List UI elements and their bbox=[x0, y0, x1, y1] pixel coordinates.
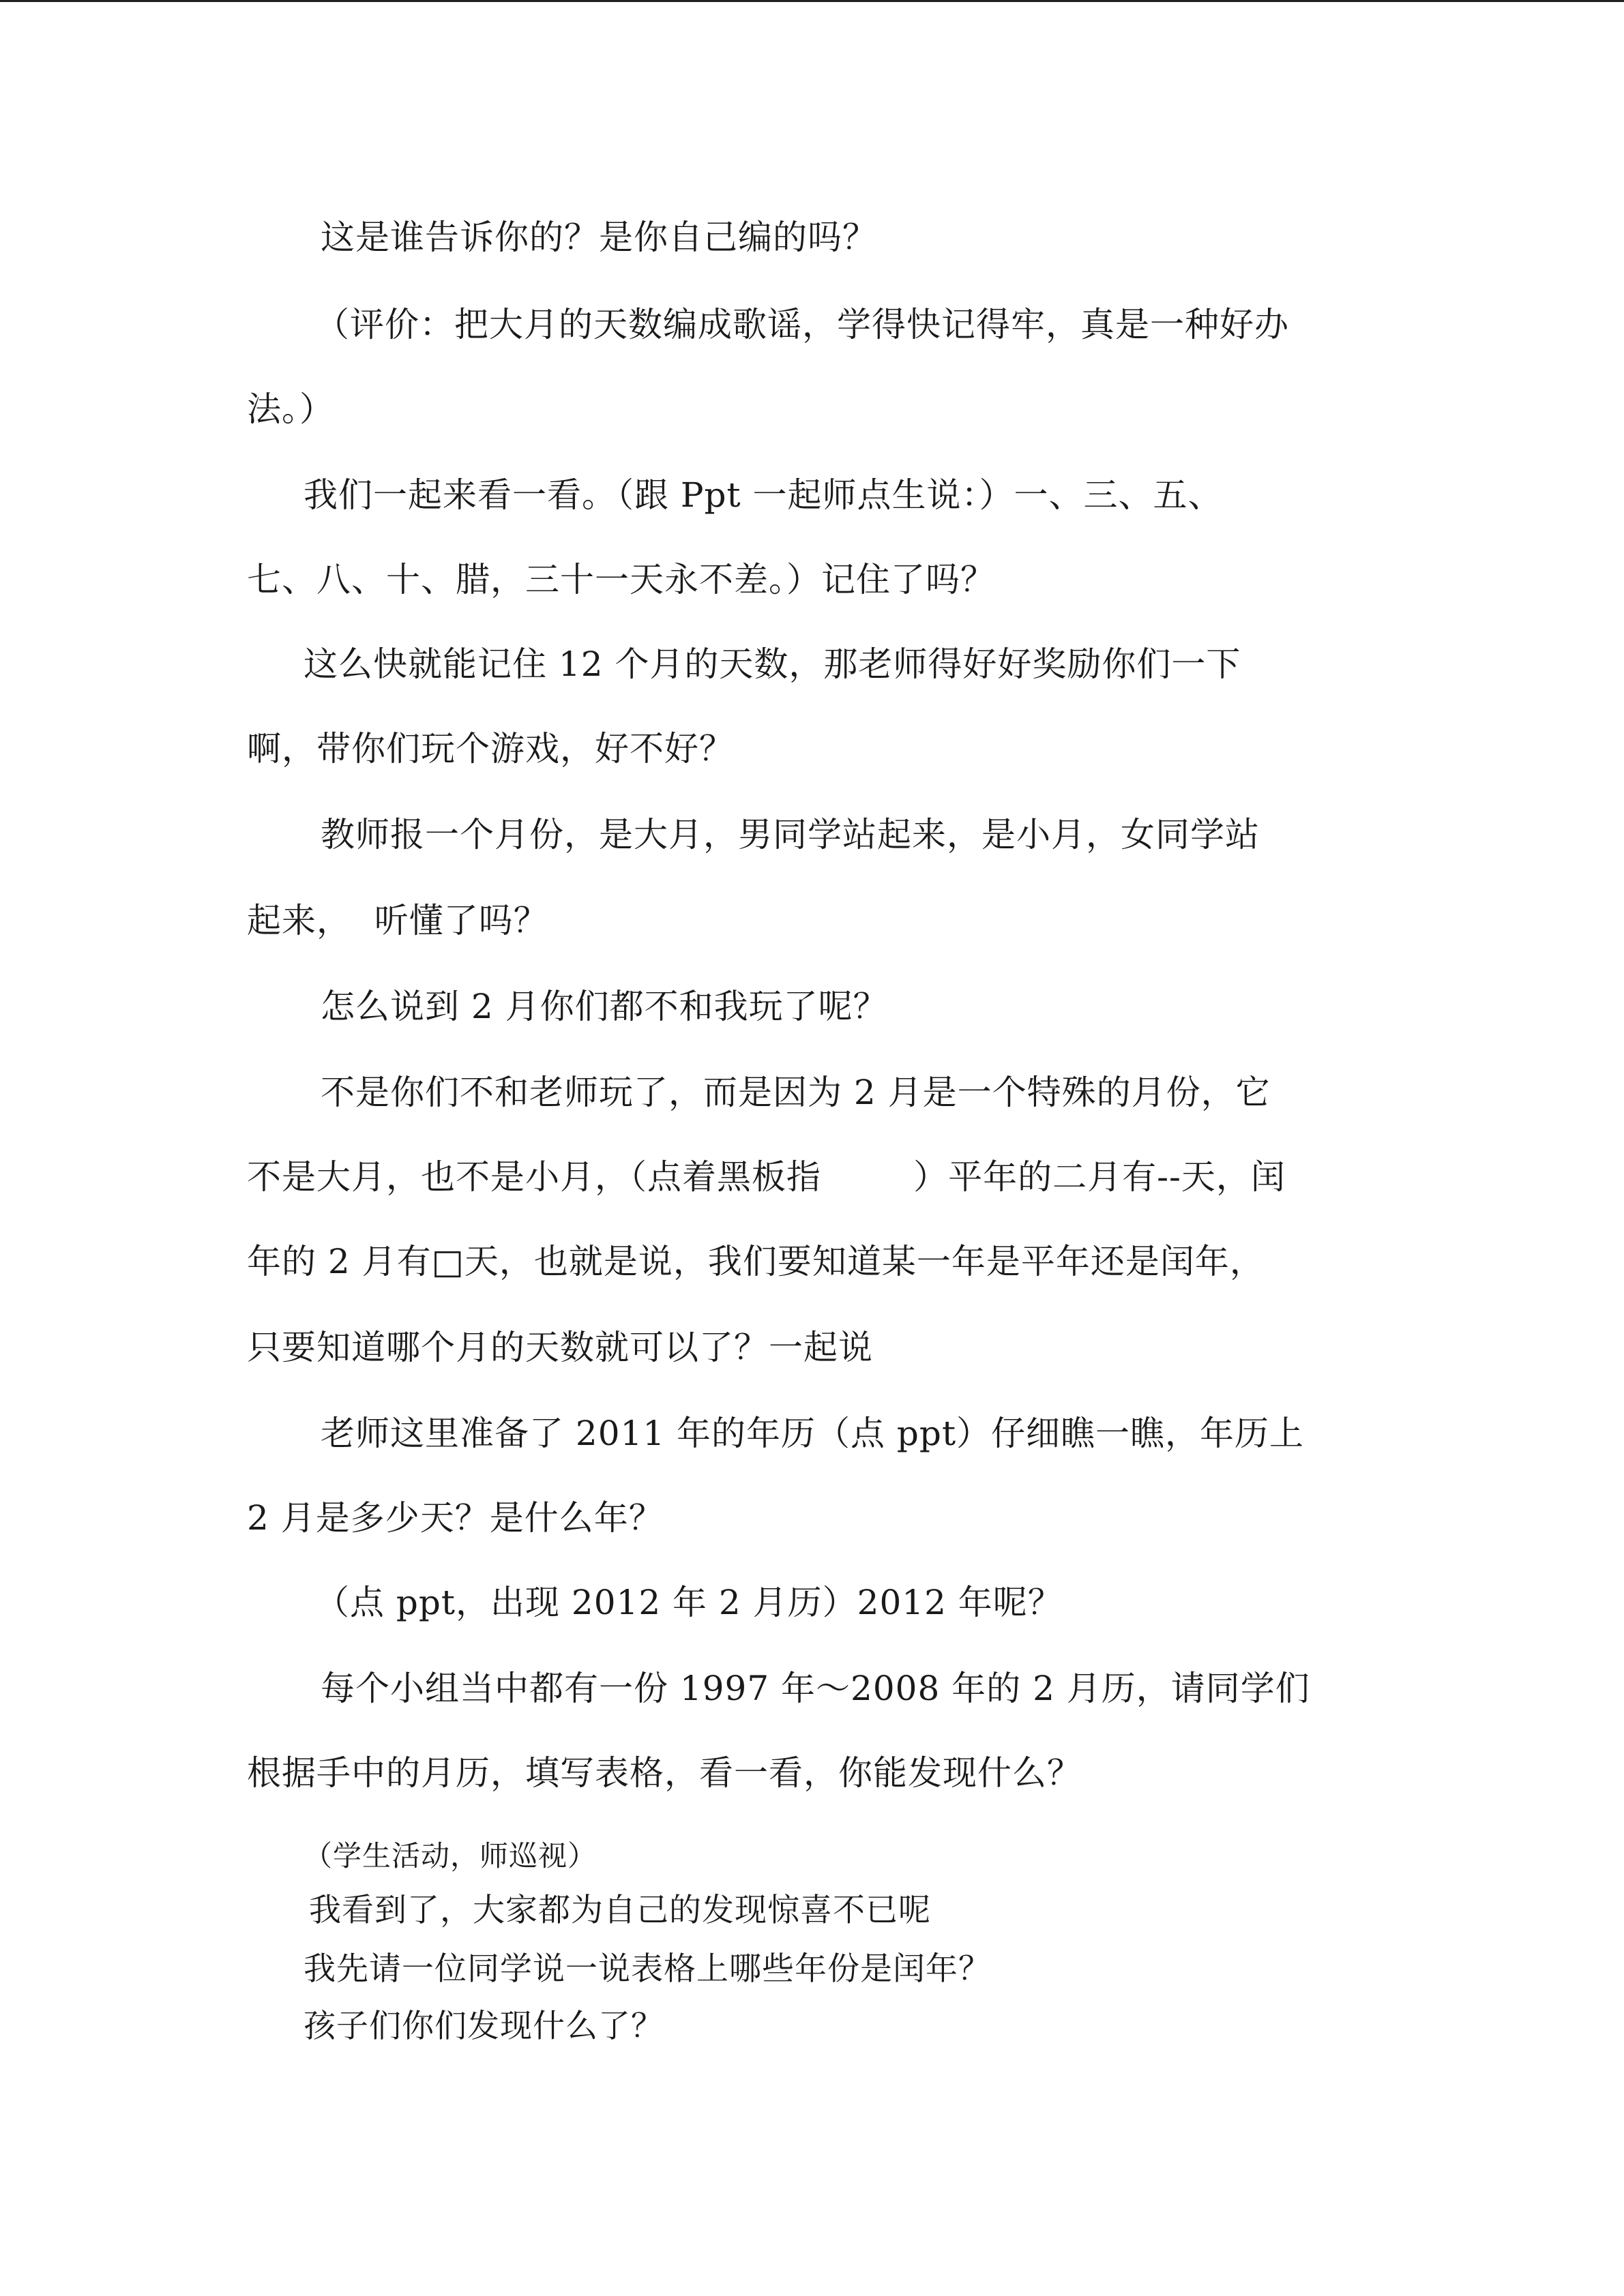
text-line: 根据手中的月历，填写表格，看一看，你能发现什么？ bbox=[247, 1753, 1082, 1793]
text-line: 2 月是多少天？是什么年？ bbox=[247, 1498, 664, 1538]
text-line: 老师这里准备了 2011 年的年历（点 ppt）仔细瞧一瞧，年历上 bbox=[321, 1414, 1305, 1453]
page-top-border bbox=[0, 0, 1624, 2]
text-line: （点 ppt，出现 2012 年 2 月历）2012 年呢？ bbox=[315, 1583, 1063, 1622]
text-line: 法。） bbox=[247, 389, 334, 429]
text-line: 怎么说到 2 月你们都不和我玩了呢？ bbox=[321, 987, 888, 1026]
text-line: （评价：把大月的天数编成歌谣，学得快记得牢，真是一种好办 bbox=[315, 305, 1289, 344]
text-line: 啊，带你们玩个游戏，好不好？ bbox=[247, 729, 734, 769]
text-line: 这是谁告诉你的？是你自己编的吗？ bbox=[321, 218, 877, 257]
text-line: 不是大月，也不是小月，（点着黑板指 ）平年的二月有--天，闰 bbox=[247, 1157, 1286, 1197]
text-line: 每个小组当中都有一份 1997 年～2008 年的 2 月历，请同学们 bbox=[321, 1669, 1310, 1708]
text-line: 我们一起来看一看。（跟 Ppt 一起师点生说：）一、三、五、 bbox=[304, 475, 1223, 515]
text-line: 我看到了，大家都为自己的发现惊喜不已呢 bbox=[309, 1892, 931, 1929]
text-line: 只要知道哪个月的天数就可以了？一起说 bbox=[247, 1328, 873, 1367]
text-line: 起来， 听懂了吗？ bbox=[247, 901, 548, 940]
text-line: （学生活动，师巡视） bbox=[304, 1839, 597, 1873]
text-line: 七、八、十、腊，三十一天永不差。）记住了吗？ bbox=[247, 560, 995, 599]
text-line: 年的 2 月有□天，也就是说，我们要知道某一年是平年还是闰年， bbox=[247, 1242, 1265, 1281]
text-line: 教师报一个月份，是大月，男同学站起来，是小月，女同学站 bbox=[321, 815, 1260, 854]
text-line: 孩子们你们发现什么了？ bbox=[304, 2008, 664, 2045]
text-line: 这么快就能记住 12 个月的天数，那老师得好好奖励你们一下 bbox=[304, 644, 1241, 684]
text-line: 我先请一位同学说一说表格上哪些年份是闰年？ bbox=[304, 1950, 991, 1988]
text-line: 不是你们不和老师玩了，而是因为 2 月是一个特殊的月份，它 bbox=[321, 1073, 1271, 1112]
